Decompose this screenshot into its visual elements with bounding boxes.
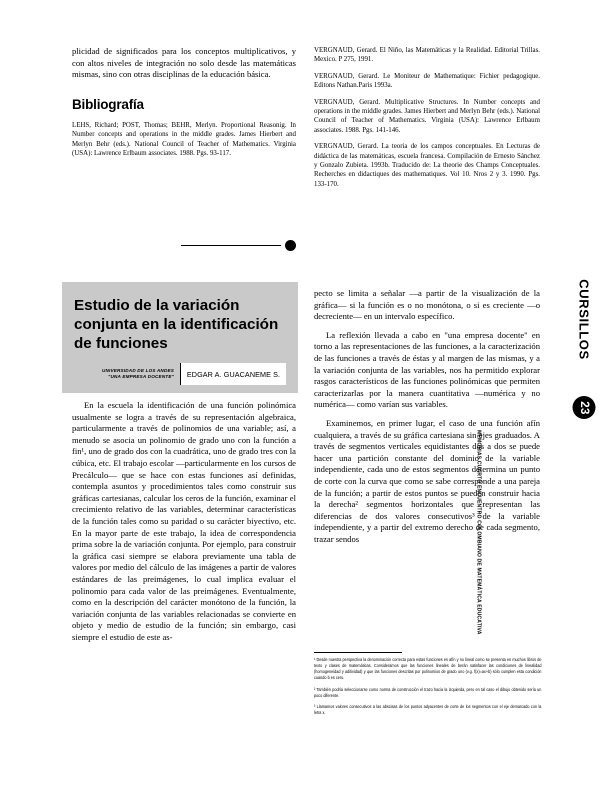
article-title: Estudio de la variación conjunta en la identificación de funciones [74, 297, 279, 352]
article-title-block [62, 282, 298, 393]
footnotes-block [314, 648, 542, 721]
publication-meta: MEMORIAS CUARTO ENCUENTRO COLOMBIANO DE MATEMÁTICA EDUCATIVA [475, 430, 482, 635]
divider-line [181, 245, 281, 246]
section-label: CURSILLOS [576, 279, 592, 360]
divider-dot-icon [285, 240, 296, 251]
footnote-item: ¹ Desde nuestra perspectiva la denominación correcta para estas funciones es afín y no lineal como se presenta en muchos libros de texto y clases de matemáticas. Consideramos que las funciones lineales de berán satisfacer las condiciones de linealidad (homogeneidad y aditividad) y que las funciones descritas por polinomios de grado uno (v.g. f(x)=ax+b) sólo cumplen esta condición cuando b es cero. [314, 656, 542, 681]
affiliation-line-2: "UNA EMPRESA DOCENTE" [108, 374, 174, 379]
affiliation [74, 363, 180, 385]
body-paragraph: La reflexión llevada a cabo en "una empresa docente" en torno a las representaciones de las funciones, a la caracterización de las funciones a través de éstas y al margen de las mismas, y a la variación conjunta de las variables, nos ha permitido explorar rasgos característicos de las funciones polinómicas que permiten caracterizarlas por la manera cuantitativa —numérica y no numérica— como varían sus variables. [314, 329, 540, 410]
right-column-references [314, 46, 540, 196]
reference-entry: VERGNAUD, Gerard. El Niño, las Matemáticas y la Realidad. Editorial Trillas. Mexico. P 275, 1991. [314, 47, 540, 64]
reference-entry: VERGNAUD, Gerard. Le Moniteur de Mathematique: Fichier pedagogique. Editons Nathan.Paris 1993a. [314, 72, 540, 90]
page-number-badge [573, 396, 596, 419]
reference-entry: VERGNAUD, Gerard. La teoria de los campos conceptuales. En Lecturas de didáctica de las matemáticas, escuela francesa. Compilación de Ernesto Sánchez y Gonzalo Zubieta. 1993b. Traducido de: La theorie des Champs Conceptuales. Recherches en didactiques des mathematiques. Vol 10. Nros 2 y 3. 1990. Pgs. 133-170. [314, 143, 540, 188]
footnote-item: ² También podría seleccionarse como norma de construcción el trazo hacia la izquierda, pero en tal caso el dibujo obtenido sería un poco diferente. [314, 686, 542, 698]
article-body-right [314, 288, 540, 552]
byline [74, 363, 286, 385]
body-paragraph: Examinemos, en primer lugar, el caso de una función afín cualquiera, a través de su gráfica cartesiana sin ejes graduados. A través de segmentos verticales equidistantes dos a dos se puede hacer una partición constante del dominio de la variable independiente, cada uno de estos segmentos determina un punto de corte con la curva que como se sabe corresponde a una pareja de la función; a partir de estos puntos se pueden construir hacia la derecha² segmentos horizontales que representan las diferencias de dos valores consecutivos³ de la variable independiente, y a partir del extremo derecho de cada segmento, trazar sendos [314, 417, 540, 544]
footnote-item: ³ Llamamos valores consecutivos a las abscisas de los puntos adyacentes de corte de los segmentos con el eje demarcado con la letra x. [314, 704, 542, 716]
reference-entry: LEHS, Richard; POST, Thomas; BEHR, Merlyn. Proportional Reasonig. In Number concepts and operations in the middle grades. James Hierbert and Merlyn Behr (eds.). National Council of Teacher of Mathematics. Virginia (USA): Lawrence Erlbaum associates. 1988. Pgs. 93-117. [72, 121, 296, 157]
footnote-separator [314, 652, 402, 653]
bibliography-heading: Bibliografía [72, 96, 144, 112]
reference-entry: VERGNAUD, Gerard. Multiplicative Structures. In Number concepts and operations in the middle grades. James Hierbert and Merlyn Behr (eds.). National Council of Teacher of Mathematics. Virginia (USA): Lawrence Erlbaum associates. 1988. Pgs. 141-146. [314, 98, 540, 134]
author-name: EDGAR A. GUACANEME S. [180, 363, 286, 385]
left-column [72, 46, 296, 165]
section-divider [181, 240, 296, 252]
body-paragraph: pecto se limita a señalar —a partir de la visualización de la gráfica— si la función es o no monótona, o si es creciente —o decreciente— en un intervalo específico. [314, 288, 540, 322]
article-body-left [72, 400, 296, 650]
page-sidebar [475, 0, 604, 792]
affiliation-line-1: UNIVERSIDAD DE LOS ANDES [101, 367, 174, 373]
page-number: 23 [578, 400, 590, 415]
continued-paragraph: plicidad de significados para los conceptos multiplicativos, y con altos niveles de integración no solo desde las matemáticas mismas, sino con otras disciplinas de la educación básica. [72, 46, 296, 80]
body-paragraph: En la escuela la identificación de una función polinómica usualmente se logra a través de su representación algebraica, particularmente a través de polinomios de una variable; así, a menudo se asocia un polinomio de grado uno con la función a fin¹, uno de grado dos con la cuadrática, uno de grado tres con la cúbica, etc. El trabajo escolar —particularmente en los cursos de Precálculo— que se hace con estas funciones así definidas, contempla asuntos y procedimientos tales como construir sus gráficas cartesianas, calcular los ceros de la función, examinar el crecimiento relativo de las variables, determinar características de la función tales como su paridad o su carácter biyectivo, etc. En la mayor parte de este trabajo, la idea de correspondencia prima sobre la de variación conjunta. Por ejemplo, para construir la gráfica casi siempre se elabora previamente una tabla de valores por medio del cálculo de las imágenes a partir de valores estándares de las preimágenes, lo cual implica evaluar el polinomio para cada valor de las preimágenes. Eventualmente, como en la descripción del carácter monótono de la función, la variación conjunta de las variables relacionadas se convierte en objeto y medio de estudio de la función; sin embargo, casi siempre el estudio de este as- [72, 400, 296, 642]
